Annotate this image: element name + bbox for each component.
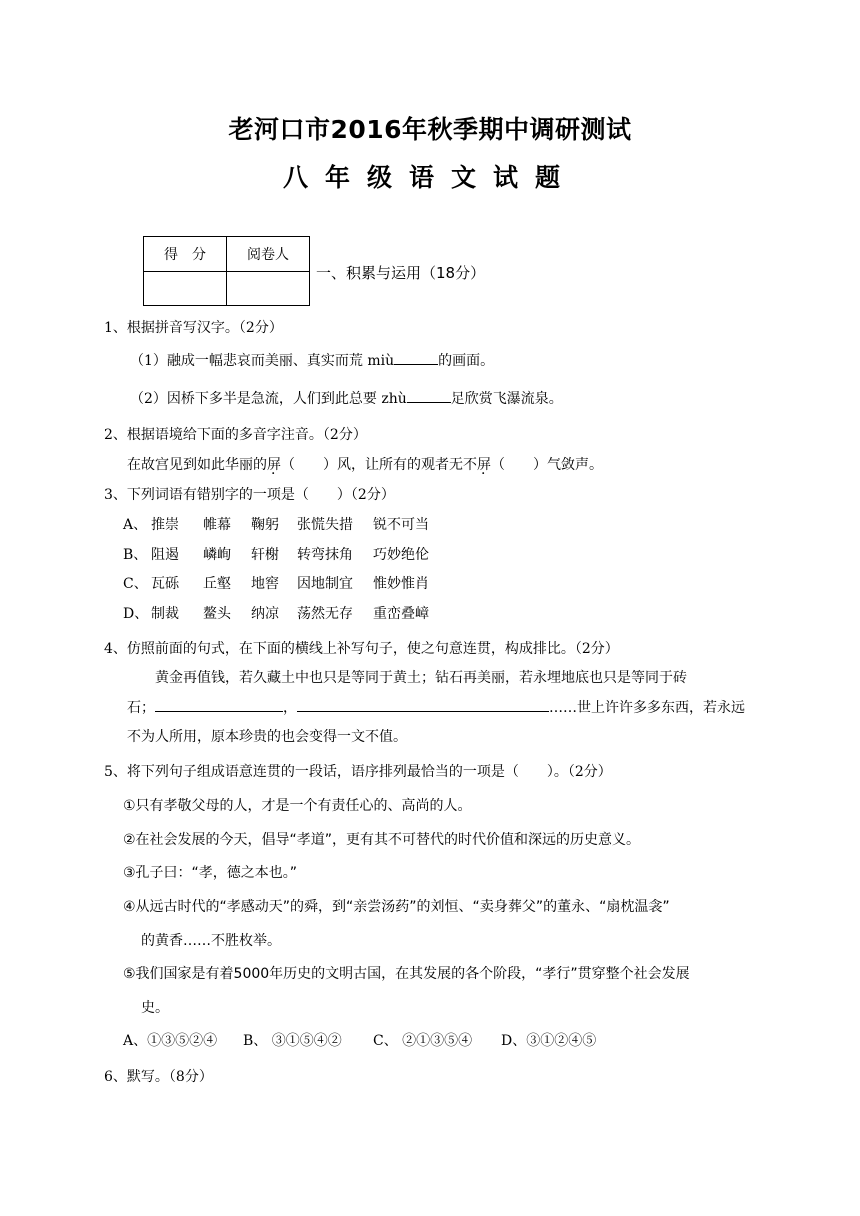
option-word: 荡然无存 xyxy=(297,606,353,622)
q5-sentence-2: ②在社会发展的今天，倡导“孝道”，更有其不可替代的时代价值和深远的历史意义。 xyxy=(123,832,641,848)
q2-stem: 2、根据语境给下面的多音字注音。（2分） xyxy=(104,427,367,443)
score-cell[interactable] xyxy=(144,272,227,306)
option-word: 锐不可当 xyxy=(373,517,429,533)
option-word: 纳凉 xyxy=(251,606,279,622)
q2-char-2: 屏 xyxy=(477,457,491,473)
q1-s2-text-b: 足欣赏飞瀑流泉。 xyxy=(450,391,563,407)
q4-line-1: 黄金再值钱，若久藏土中也只是等同于黄土；钻石再美丽，若永埋地底也只是等同于砖 xyxy=(155,670,687,686)
q4-stem: 4、仿照前面的句式，在下面的横线上补写句子，使之句意连贯，构成排比。（2分） xyxy=(104,641,619,657)
q3-option-c xyxy=(123,573,429,593)
q2-sentence xyxy=(127,454,603,474)
option-word: 因地制宜 xyxy=(297,576,353,592)
exam-title: 老河口市2016年秋季期中调研测试 xyxy=(228,115,632,144)
option-word: 瓦砾 xyxy=(151,576,179,592)
option-label: C、 xyxy=(123,576,148,592)
q4-line-3: 不为人所用，原本珍贵的也会变得一文不值。 xyxy=(127,729,407,745)
option-word: 鞠躬 xyxy=(251,517,279,533)
option-word: 帷幕 xyxy=(203,517,231,533)
option-word: 阻遏 xyxy=(151,547,179,563)
section1-title: 一、积累与运用（18分） xyxy=(316,264,486,282)
answer-blank[interactable] xyxy=(407,388,451,403)
q4-text-a: 石； xyxy=(127,700,155,716)
option-word: 地窖 xyxy=(251,576,279,592)
option-word: 轩榭 xyxy=(251,547,279,563)
option-word: 丘壑 xyxy=(203,576,231,592)
q1-sentence-2 xyxy=(130,388,563,408)
q2-text-a: 在故宫见到如此华丽的 xyxy=(127,457,267,473)
q4-text-b: ， xyxy=(283,700,297,716)
q5-sentence-5a: ⑤我们国家是有着5000年历史的文明古国，在其发展的各个阶段，“孝行”贯穿整个社会发展 xyxy=(123,966,690,982)
q5-choice-b: B、 ③①⑤④② xyxy=(243,1033,342,1049)
option-label: B、 xyxy=(123,547,148,563)
option-word: 重峦叠嶂 xyxy=(373,606,429,622)
answer-blank[interactable] xyxy=(297,697,549,712)
q5-sentence-4b: 的黄香……不胜枚举。 xyxy=(141,933,281,949)
score-table xyxy=(143,236,310,306)
q2-text-c: （ ）气敛声。 xyxy=(491,457,603,473)
exam-subtitle: 八年级语文试题 xyxy=(282,163,577,192)
q5-choice-d: D、③①②④⑤ xyxy=(501,1033,597,1049)
q4-text-c: ……世上许许多多东西，若永远 xyxy=(549,700,745,716)
q1-s1-text-b: 的画面。 xyxy=(438,353,495,369)
q5-stem: 5、将下列句子组成语意连贯的一段话，语序排列最恰当的一项是（ ）。（2分） xyxy=(104,764,612,780)
q3-option-b xyxy=(123,544,429,564)
q5-sentence-1: ①只有孝敬父母的人，才是一个有责任心的、高尚的人。 xyxy=(123,798,472,814)
option-word: 推崇 xyxy=(151,517,179,533)
q3-option-d xyxy=(123,603,429,623)
q1-s2-text-a: （2）因桥下多半是急流，人们到此总要 zhù xyxy=(130,391,407,407)
q5-choice-c: C、 ②①③⑤④ xyxy=(373,1033,473,1049)
answer-blank[interactable] xyxy=(155,697,283,712)
option-word: 鳌头 xyxy=(203,606,231,622)
q3-stem: 3、下列词语有错别字的一项是（ ）（2分） xyxy=(104,487,395,503)
grader-cell[interactable] xyxy=(227,272,310,306)
score-header: 得 分 xyxy=(144,237,227,272)
option-word: 张慌失措 xyxy=(297,517,353,533)
q1-stem: 1、根据拼音写汉字。（2分） xyxy=(104,320,283,336)
q5-sentence-4a: ④从远古时代的“孝感动天”的舜，到“亲尝汤药”的刘恒、“卖身葬父”的董永、“扇枕温衾” xyxy=(123,899,670,915)
option-label: D、 xyxy=(123,606,149,622)
q3-option-a xyxy=(123,514,429,534)
option-word: 惟妙惟肖 xyxy=(373,576,429,592)
answer-blank[interactable] xyxy=(394,350,438,365)
q6-stem: 6、默写。（8分） xyxy=(104,1069,213,1085)
q2-text-b: （ ）风，让所有的观者无不 xyxy=(281,457,477,473)
option-word: 转弯抹角 xyxy=(297,547,353,563)
q1-s1-text-a: （1）融成一幅悲哀而美丽、真实而荒 miù xyxy=(130,353,395,369)
q4-line-2 xyxy=(127,697,745,717)
option-word: 嶙峋 xyxy=(203,547,231,563)
q5-sentence-3: ③孔子曰：“孝，德之本也。” xyxy=(123,865,298,881)
q5-sentence-5b: 史。 xyxy=(141,1000,169,1016)
option-word: 巧妙绝伦 xyxy=(373,547,429,563)
q1-sentence-1 xyxy=(130,350,494,370)
option-label: A、 xyxy=(123,517,148,533)
grader-header: 阅卷人 xyxy=(227,237,310,272)
q5-choice-a: A、①③⑤②④ xyxy=(123,1033,218,1049)
q2-char-1: 屏 xyxy=(267,457,281,473)
q5-choices xyxy=(123,1030,596,1050)
option-word: 制裁 xyxy=(151,606,179,622)
